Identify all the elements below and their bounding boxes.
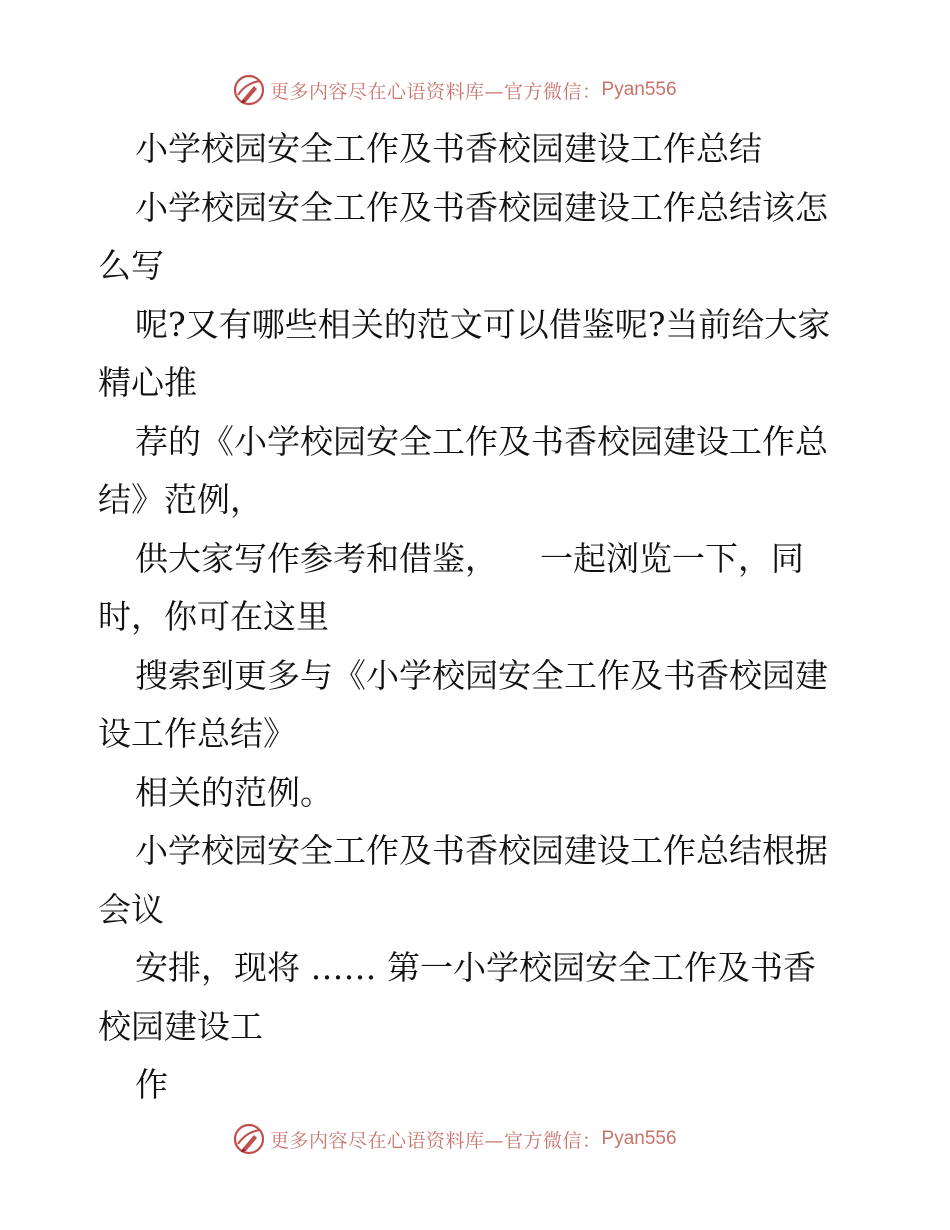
footer-banner	[232, 1121, 712, 1157]
paragraph-line: 么写	[98, 246, 164, 285]
paragraph-line: 供大家写作参考和借鉴， 一起浏览一下，同	[135, 538, 804, 578]
wechat-id: Pyan556	[601, 1128, 677, 1149]
paragraph-line: 荐的《小学校园安全工作及书香校园建设工作总	[135, 421, 828, 461]
paragraph-line: 时，你可在这里	[98, 597, 329, 636]
paragraph-line: 小学校园安全工作及书香校园建设工作总结根据	[135, 831, 828, 870]
pen-logo-icon	[232, 73, 266, 107]
paragraph-line: 搜索到更多与《小学校园安全工作及书香校园建	[135, 655, 828, 695]
paragraph-line: 小学校园安全工作及书香校园建设工作总结该怎	[135, 187, 828, 227]
paragraph-line: 会议	[98, 889, 164, 929]
banner-text: 更多内容尽在心语资料库—官方微信：	[270, 1129, 602, 1152]
paragraph-line: 设工作总结》	[98, 714, 296, 753]
wechat-id: Pyan556	[601, 79, 677, 100]
pen-logo-icon	[232, 1122, 266, 1156]
paragraph-line: 校园建设工	[98, 1006, 263, 1046]
paragraph-line: 相关的范例。	[135, 772, 333, 812]
document-body	[98, 120, 858, 1115]
paragraph-line: 作	[135, 1065, 168, 1104]
banner-text: 更多内容尽在心语资料库—官方微信：	[270, 80, 602, 103]
header-banner	[232, 72, 712, 108]
paragraph-line: 安排，现将 …… 第一小学校园安全工作及书香	[135, 948, 816, 987]
document-title: 小学校园安全工作及书香校园建设工作总结	[135, 129, 762, 168]
paragraph-line: 精心推	[98, 363, 197, 402]
paragraph-line: 呢?又有哪些相关的范文可以借鉴呢?当前给大家	[135, 304, 831, 344]
paragraph-line: 结》范例，	[98, 480, 263, 519]
